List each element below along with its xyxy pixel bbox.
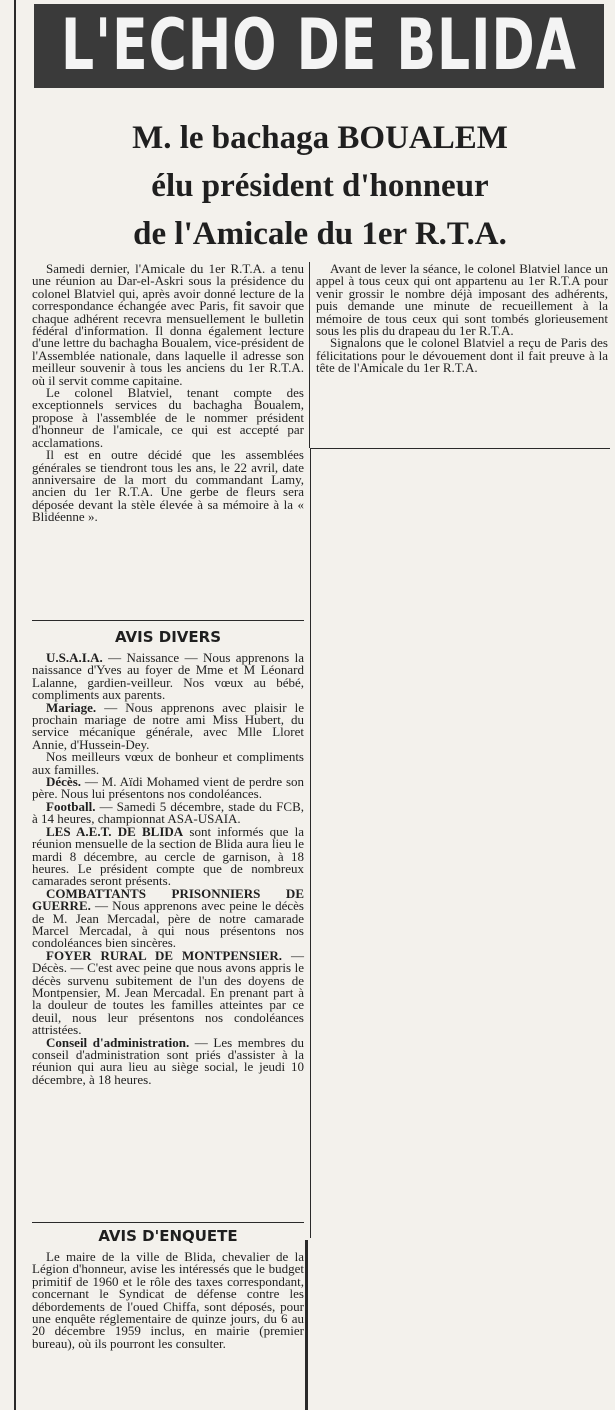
article-right-column bbox=[316, 263, 608, 375]
notice-item bbox=[32, 751, 304, 776]
headline-line-3: de l'Amicale du 1er R.T.A. bbox=[133, 216, 507, 252]
notice-text: — M. Aïdi Mohamed vient de perdre son père. Nous lui présentons nos condoléances. bbox=[32, 774, 304, 802]
notice-item bbox=[32, 823, 304, 889]
notice-lead: Football. bbox=[46, 798, 96, 814]
notice-item bbox=[32, 699, 304, 752]
section-divider-1 bbox=[32, 620, 304, 621]
notice-lead: Mariage. bbox=[46, 699, 97, 715]
article-paragraph: Avant de lever la séance, le colonel Blatviel lance un appel à tous ceux qui ont appartenu au 1er R.T.A pour venir grossir le nombre déjà imposant des adhérents, puis demande une minute de recueillement à la mémoire de tous ceux qui sont tombés glorieusement sous les plis du drapeau du 1er R.T.A. bbox=[316, 261, 608, 339]
avis-enquete-body bbox=[32, 1251, 304, 1350]
notice-text: — Nous apprenons avec peine le décès de M. Jean Mercadal, père de notre camarade Marcel Mercadal, à qui nous présentons nos condoléances bien sincères. bbox=[32, 898, 304, 951]
column-divider bbox=[309, 262, 310, 448]
enquete-paragraph: Le maire de la ville de Blida, chevalier de la Légion d'honneur, avise les intéressés que le budget primitif de 1960 et le rôle des taxes correspondant, concernant le Syndicat de défense contre les débordements de l'oued Chiffa, sont déposés, pour une enquête réglementaire de quinze jours, du 6 au 20 décembre 1959 inclus, en mairie (premier bureau), où ils pourront les consulter. bbox=[32, 1249, 304, 1351]
right-column-box-side bbox=[310, 448, 311, 1238]
avis-divers-section bbox=[32, 628, 304, 1086]
notice-item bbox=[32, 947, 305, 1038]
avis-divers-title: AVIS DIVERS bbox=[114, 628, 222, 646]
article-paragraph: Signalons que le colonel Blatviel a reçu de Paris des félicitations pour le dévouement dont il fait preuve à la tête de l'Amicale du 1er R.T.A. bbox=[316, 335, 608, 376]
article-paragraph: Il est en outre décidé que les assemblées générales se tiendront tous les ans, le 22 avril, date anniversaire de la mort du commandant Lamy, ancien du 1er R.T.A. Une gerbe de fleurs sera déposée devant la stèle élevée à sa mémoire à la « Blidéenne ». bbox=[32, 447, 304, 525]
notice-text: — Les membres du conseil d'administration sont priés d'assister à la réunion qui aura lieu au siège social, le jeudi 10 décembre, à 18 heures. bbox=[32, 1034, 304, 1087]
notice-item bbox=[32, 776, 304, 801]
notice-text: — Naissance — Nous apprenons la naissance d'Yves au foyer de Mme et M Léonard Lalanne, gardien-veilleur. Nos vœux au bébé, compliments aux parents. bbox=[32, 650, 304, 703]
notice-text: — Décès. — C'est avec peine que nous avons appris le décès survenu subitement de l'un des doyens de Montpensier, M. Jean Mercadal. En prenant part à la douleur de toutes les familles atteintes par ce deuil, nous leur présentons nos condoléances attristées. bbox=[32, 947, 305, 1038]
enquete-box-side bbox=[305, 1240, 308, 1410]
avis-enquete-title: AVIS D'ENQUETE bbox=[98, 1227, 238, 1245]
notice-lead: COMBATTANTS PRISONNIERS DE GUERRE. bbox=[32, 885, 304, 914]
notice-lead: Décès. bbox=[46, 774, 82, 790]
headline-line-2: élu président d'honneur bbox=[151, 168, 489, 204]
notice-item bbox=[32, 885, 304, 951]
notice-item bbox=[32, 798, 304, 827]
article-left-column bbox=[32, 263, 304, 524]
notice-item bbox=[32, 1034, 304, 1087]
article-paragraph: Le colonel Blatviel, tenant compte des exceptionnels services du bachagha Boualem, propose à l'assemblée de le nommer président d'honneur de l'amicale, ce qui est accepté par acclamations. bbox=[32, 385, 304, 450]
headline-line-1: M. le bachaga BOUALEM bbox=[132, 120, 508, 156]
notice-item bbox=[32, 652, 304, 702]
notice-text: sont informés que la réunion mensuelle de la section de Blida aura lieu le mardi 8 décembre, au cercle de garnison, à 18 heures. Le président compte que de nombreux camarades seront présents. bbox=[32, 823, 304, 889]
notice-lead: FOYER RURAL DE MONTPENSIER. bbox=[46, 947, 283, 963]
notice-text: — Samedi 5 décembre, stade du FCB, à 14 heures, championnat ASA-USAIA. bbox=[32, 798, 304, 827]
notice-text: — Nous apprenons avec plaisir le prochain mariage de notre ami Miss Hubert, du service mécanique générale, avec Mlle Lloret Annie, d'Hussein-Dey. bbox=[32, 699, 304, 752]
page-left-rule bbox=[14, 0, 16, 1410]
headline bbox=[40, 114, 600, 258]
notice-lead: LES A.E.T. DE BLIDA bbox=[46, 823, 184, 839]
right-column-box-top bbox=[310, 448, 610, 449]
masthead bbox=[34, 4, 604, 88]
notice-text: Nos meilleurs vœux de bonheur et compliments aux familles. bbox=[32, 749, 304, 777]
notice-lead: Conseil d'administration. bbox=[46, 1034, 190, 1050]
avis-enquete-section bbox=[32, 1227, 304, 1350]
notice-lead: U.S.A.I.A. bbox=[46, 650, 103, 665]
section-divider-2 bbox=[32, 1222, 304, 1223]
article-paragraph: Samedi dernier, l'Amicale du 1er R.T.A. a tenu une réunion au Dar-el-Askri sous la présidence du colonel Blatviel qui, après avoir donné lecture de la correspondance échangée avec Paris, fit savoir que chaque adhérent recevra mensuellement le bulletin fédéral d'information. Il donna également lecture d'une lettre du bachagha Boualem, vice-président de l'Assemblée nationale, dans laquelle il adresse son meilleur souvenir à tous les anciens du 1er R.T.A. où il servit comme capitaine. bbox=[32, 261, 304, 388]
masthead-text: L'ECHO DE BLIDA bbox=[61, 5, 577, 87]
avis-divers-list bbox=[32, 652, 304, 1086]
